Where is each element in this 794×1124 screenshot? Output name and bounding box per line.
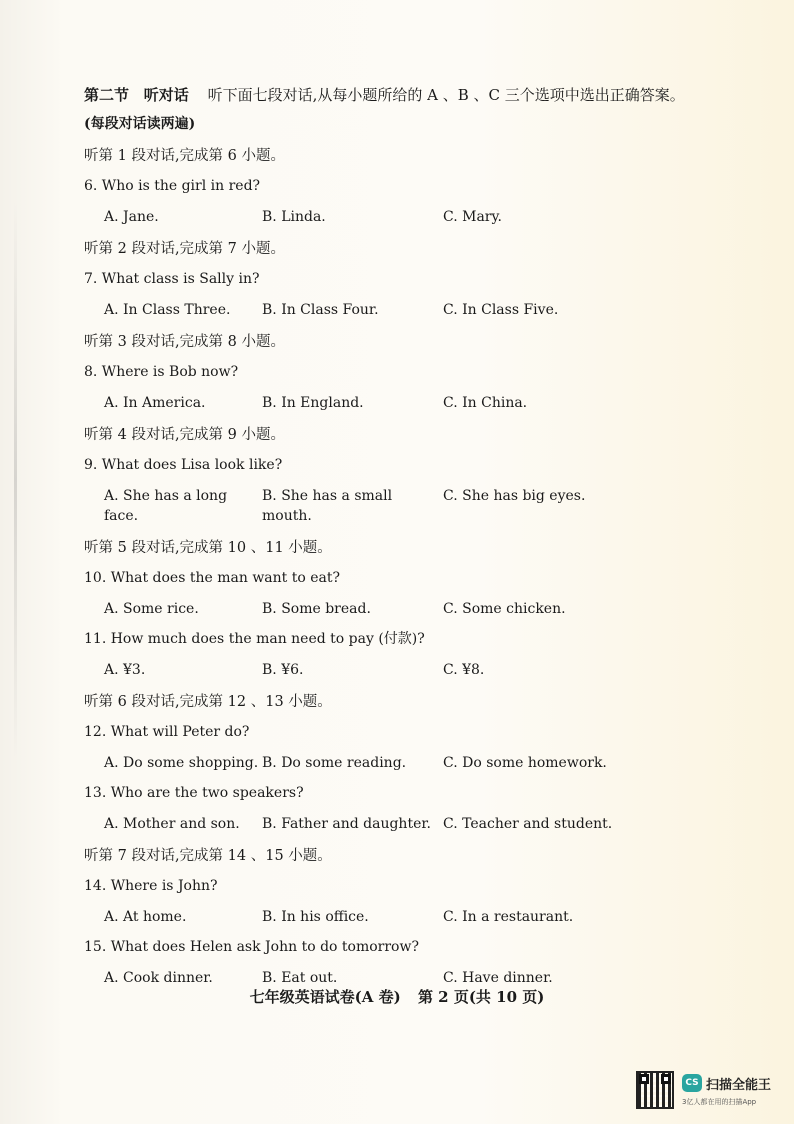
option-a: A. Some rice. [104, 601, 199, 617]
answer-options [84, 907, 704, 927]
section-title: 听对话 [143, 86, 189, 104]
section-label: 第二节 [84, 86, 130, 104]
scanner-brand: 扫描全能王 [706, 1078, 772, 1093]
scan-edge-shadow [14, 200, 17, 760]
option-b: B. Do some reading. [262, 755, 407, 771]
option-a: A. In America. [104, 395, 206, 411]
option-c: C. Have dinner. [443, 970, 553, 986]
option-b: B. In Class Four. [262, 302, 379, 318]
camscanner-logo: CS [682, 1074, 702, 1092]
option-a: A. In Class Three. [104, 302, 231, 318]
answer-options [84, 393, 704, 413]
option-b: B. Eat out. [262, 970, 338, 986]
option-a: A. At home. [104, 909, 187, 925]
option-b: B. She has a small mouth. [262, 488, 393, 524]
scanner-watermark [636, 1071, 786, 1115]
question-stem: 15. What does Helen ask John to do tomorrow? [84, 939, 419, 955]
listening-instruction: 听第 6 段对话,完成第 12 、13 小题。 [84, 694, 332, 710]
option-a: A. She has a long face. [104, 488, 228, 524]
option-c: C. In a restaurant. [443, 909, 574, 925]
question-stem: 7. What class is Sally in? [84, 271, 260, 287]
question-stem: 8. Where is Bob now? [84, 364, 239, 380]
answer-options [84, 968, 704, 988]
option-a: A. Jane. [104, 209, 159, 225]
footer-page-number: 第 2 页(共 10 页) [417, 988, 545, 1006]
listening-instruction: 听第 7 段对话,完成第 14 、15 小题。 [84, 848, 332, 864]
option-c: C. She has big eyes. [443, 488, 586, 504]
listening-instruction: 听第 4 段对话,完成第 9 小题。 [84, 427, 285, 443]
section-header [84, 84, 704, 106]
question-stem: 12. What will Peter do? [84, 724, 250, 740]
question-stem: 10. What does the man want to eat? [84, 570, 341, 586]
section-note: (每段对话读两遍) [84, 116, 196, 132]
answer-options [84, 753, 704, 773]
scanner-tagline: 3亿人都在用的扫描App [682, 1098, 757, 1106]
question-stem: 11. How much does the man need to pay (付款)? [84, 631, 425, 647]
option-a: A. Mother and son. [104, 816, 240, 832]
question-stem: 13. Who are the two speakers? [84, 785, 304, 801]
question-stem: 6. Who is the girl in red? [84, 178, 261, 194]
option-b: B. Father and daughter. [262, 816, 431, 832]
exam-content [84, 84, 704, 988]
option-c: C. In Class Five. [443, 302, 559, 318]
option-b: B. Linda. [262, 209, 326, 225]
option-b: B. ¥6. [262, 662, 304, 678]
option-c: C. ¥8. [443, 662, 485, 678]
listening-instruction: 听第 2 段对话,完成第 7 小题。 [84, 241, 285, 257]
listening-instruction: 听第 5 段对话,完成第 10 、11 小题。 [84, 540, 332, 556]
option-b: B. Some bread. [262, 601, 371, 617]
question-groups [84, 146, 704, 988]
footer-paper-title: 七年级英语试卷(A 卷) [249, 988, 401, 1006]
option-a: A. ¥3. [104, 662, 146, 678]
answer-options [84, 814, 704, 834]
option-c: C. Some chicken. [443, 601, 566, 617]
listening-instruction: 听第 1 段对话,完成第 6 小题。 [84, 148, 285, 164]
option-c: C. Mary. [443, 209, 502, 225]
answer-options [84, 599, 704, 619]
option-b: B. In his office. [262, 909, 369, 925]
option-c: C. Do some homework. [443, 755, 607, 771]
answer-options [84, 486, 704, 526]
option-a: A. Do some shopping. [104, 755, 259, 771]
page-footer [0, 986, 794, 1007]
question-stem: 9. What does Lisa look like? [84, 457, 283, 473]
qr-code-icon [636, 1071, 674, 1109]
option-c: C. In China. [443, 395, 528, 411]
option-c: C. Teacher and student. [443, 816, 613, 832]
answer-options [84, 207, 704, 227]
answer-options [84, 300, 704, 320]
listening-instruction: 听第 3 段对话,完成第 8 小题。 [84, 334, 285, 350]
answer-options [84, 660, 704, 680]
section-instruction: 听下面七段对话,从每小题所给的 A 、B 、C 三个选项中选出正确答案。 [207, 86, 685, 104]
question-stem: 14. Where is John? [84, 878, 218, 894]
option-b: B. In England. [262, 395, 364, 411]
option-a: A. Cook dinner. [104, 970, 213, 986]
